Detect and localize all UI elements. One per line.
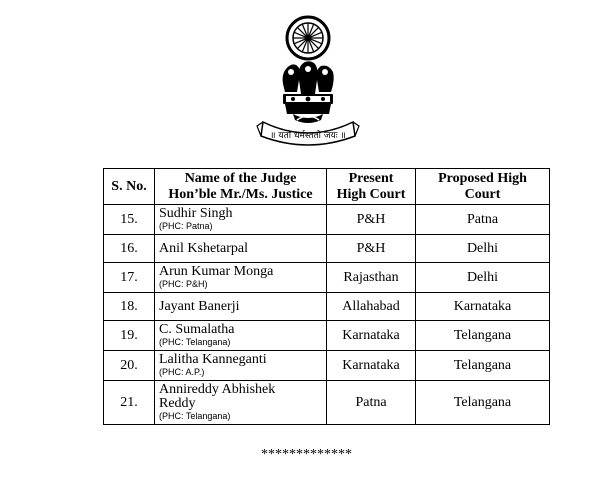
row-phc: (PHC: P&H) bbox=[159, 279, 208, 289]
header-sno: S. No. bbox=[104, 169, 155, 205]
table-row bbox=[104, 205, 550, 235]
table-row bbox=[104, 293, 550, 321]
row-judge-name: C. Sumalatha (PHC: Telangana) bbox=[155, 321, 327, 351]
row-proposed-court: Delhi bbox=[416, 235, 550, 263]
row-proposed-court: Telangana bbox=[416, 321, 550, 351]
row-sno: 20. bbox=[104, 351, 155, 381]
row-sno: 19. bbox=[104, 321, 155, 351]
row-proposed-court: Telangana bbox=[416, 381, 550, 425]
header-proposed-court: Proposed High Court bbox=[416, 169, 550, 205]
row-present-court: Patna bbox=[327, 381, 416, 425]
chakra-icon bbox=[287, 17, 329, 59]
row-judge-name: Sudhir Singh (PHC: Patna) bbox=[155, 205, 327, 235]
row-present-court: Allahabad bbox=[327, 293, 416, 321]
row-sno: 16. bbox=[104, 235, 155, 263]
table-row bbox=[104, 321, 550, 351]
row-present-court: Karnataka bbox=[327, 351, 416, 381]
lion-capital-icon bbox=[283, 61, 334, 123]
emblem-of-india-icon bbox=[253, 14, 363, 150]
row-sno: 15. bbox=[104, 205, 155, 235]
row-present-court: Karnataka bbox=[327, 321, 416, 351]
row-proposed-court: Delhi bbox=[416, 263, 550, 293]
motto-scroll bbox=[257, 122, 359, 145]
row-phc: (PHC: Patna) bbox=[159, 221, 213, 231]
row-phc: (PHC: A.P.) bbox=[159, 367, 205, 377]
row-judge-name: Annireddy Abhishek Reddy (PHC: Telangana) bbox=[155, 381, 327, 425]
row-phc: (PHC: Telangana) bbox=[159, 337, 231, 347]
row-sno: 17. bbox=[104, 263, 155, 293]
table-row bbox=[104, 351, 550, 381]
header-present-court: Present High Court bbox=[327, 169, 416, 205]
end-separator: ************* bbox=[261, 447, 352, 462]
row-judge-name: Anil Kshetarpal bbox=[155, 235, 327, 263]
row-phc: (PHC: Telangana) bbox=[159, 411, 231, 421]
header-name: Name of the Judge Hon’ble Mr./Ms. Justice bbox=[155, 169, 327, 205]
table-header-row bbox=[104, 169, 550, 205]
table-row bbox=[104, 235, 550, 263]
row-present-court: P&H bbox=[327, 235, 416, 263]
table-row bbox=[104, 263, 550, 293]
row-judge-name: Lalitha Kanneganti (PHC: A.P.) bbox=[155, 351, 327, 381]
row-present-court: Rajasthan bbox=[327, 263, 416, 293]
row-sno: 18. bbox=[104, 293, 155, 321]
motto-text: ॥ यतो धर्मस्ततो जयः ॥ bbox=[270, 131, 346, 141]
row-sno: 21. bbox=[104, 381, 155, 425]
judges-transfer-table bbox=[103, 168, 550, 425]
table-row bbox=[104, 381, 550, 425]
row-present-court: P&H bbox=[327, 205, 416, 235]
row-judge-name: Arun Kumar Monga (PHC: P&H) bbox=[155, 263, 327, 293]
row-proposed-court: Telangana bbox=[416, 351, 550, 381]
row-proposed-court: Karnataka bbox=[416, 293, 550, 321]
row-judge-name: Jayant Banerji bbox=[155, 293, 327, 321]
row-proposed-court: Patna bbox=[416, 205, 550, 235]
